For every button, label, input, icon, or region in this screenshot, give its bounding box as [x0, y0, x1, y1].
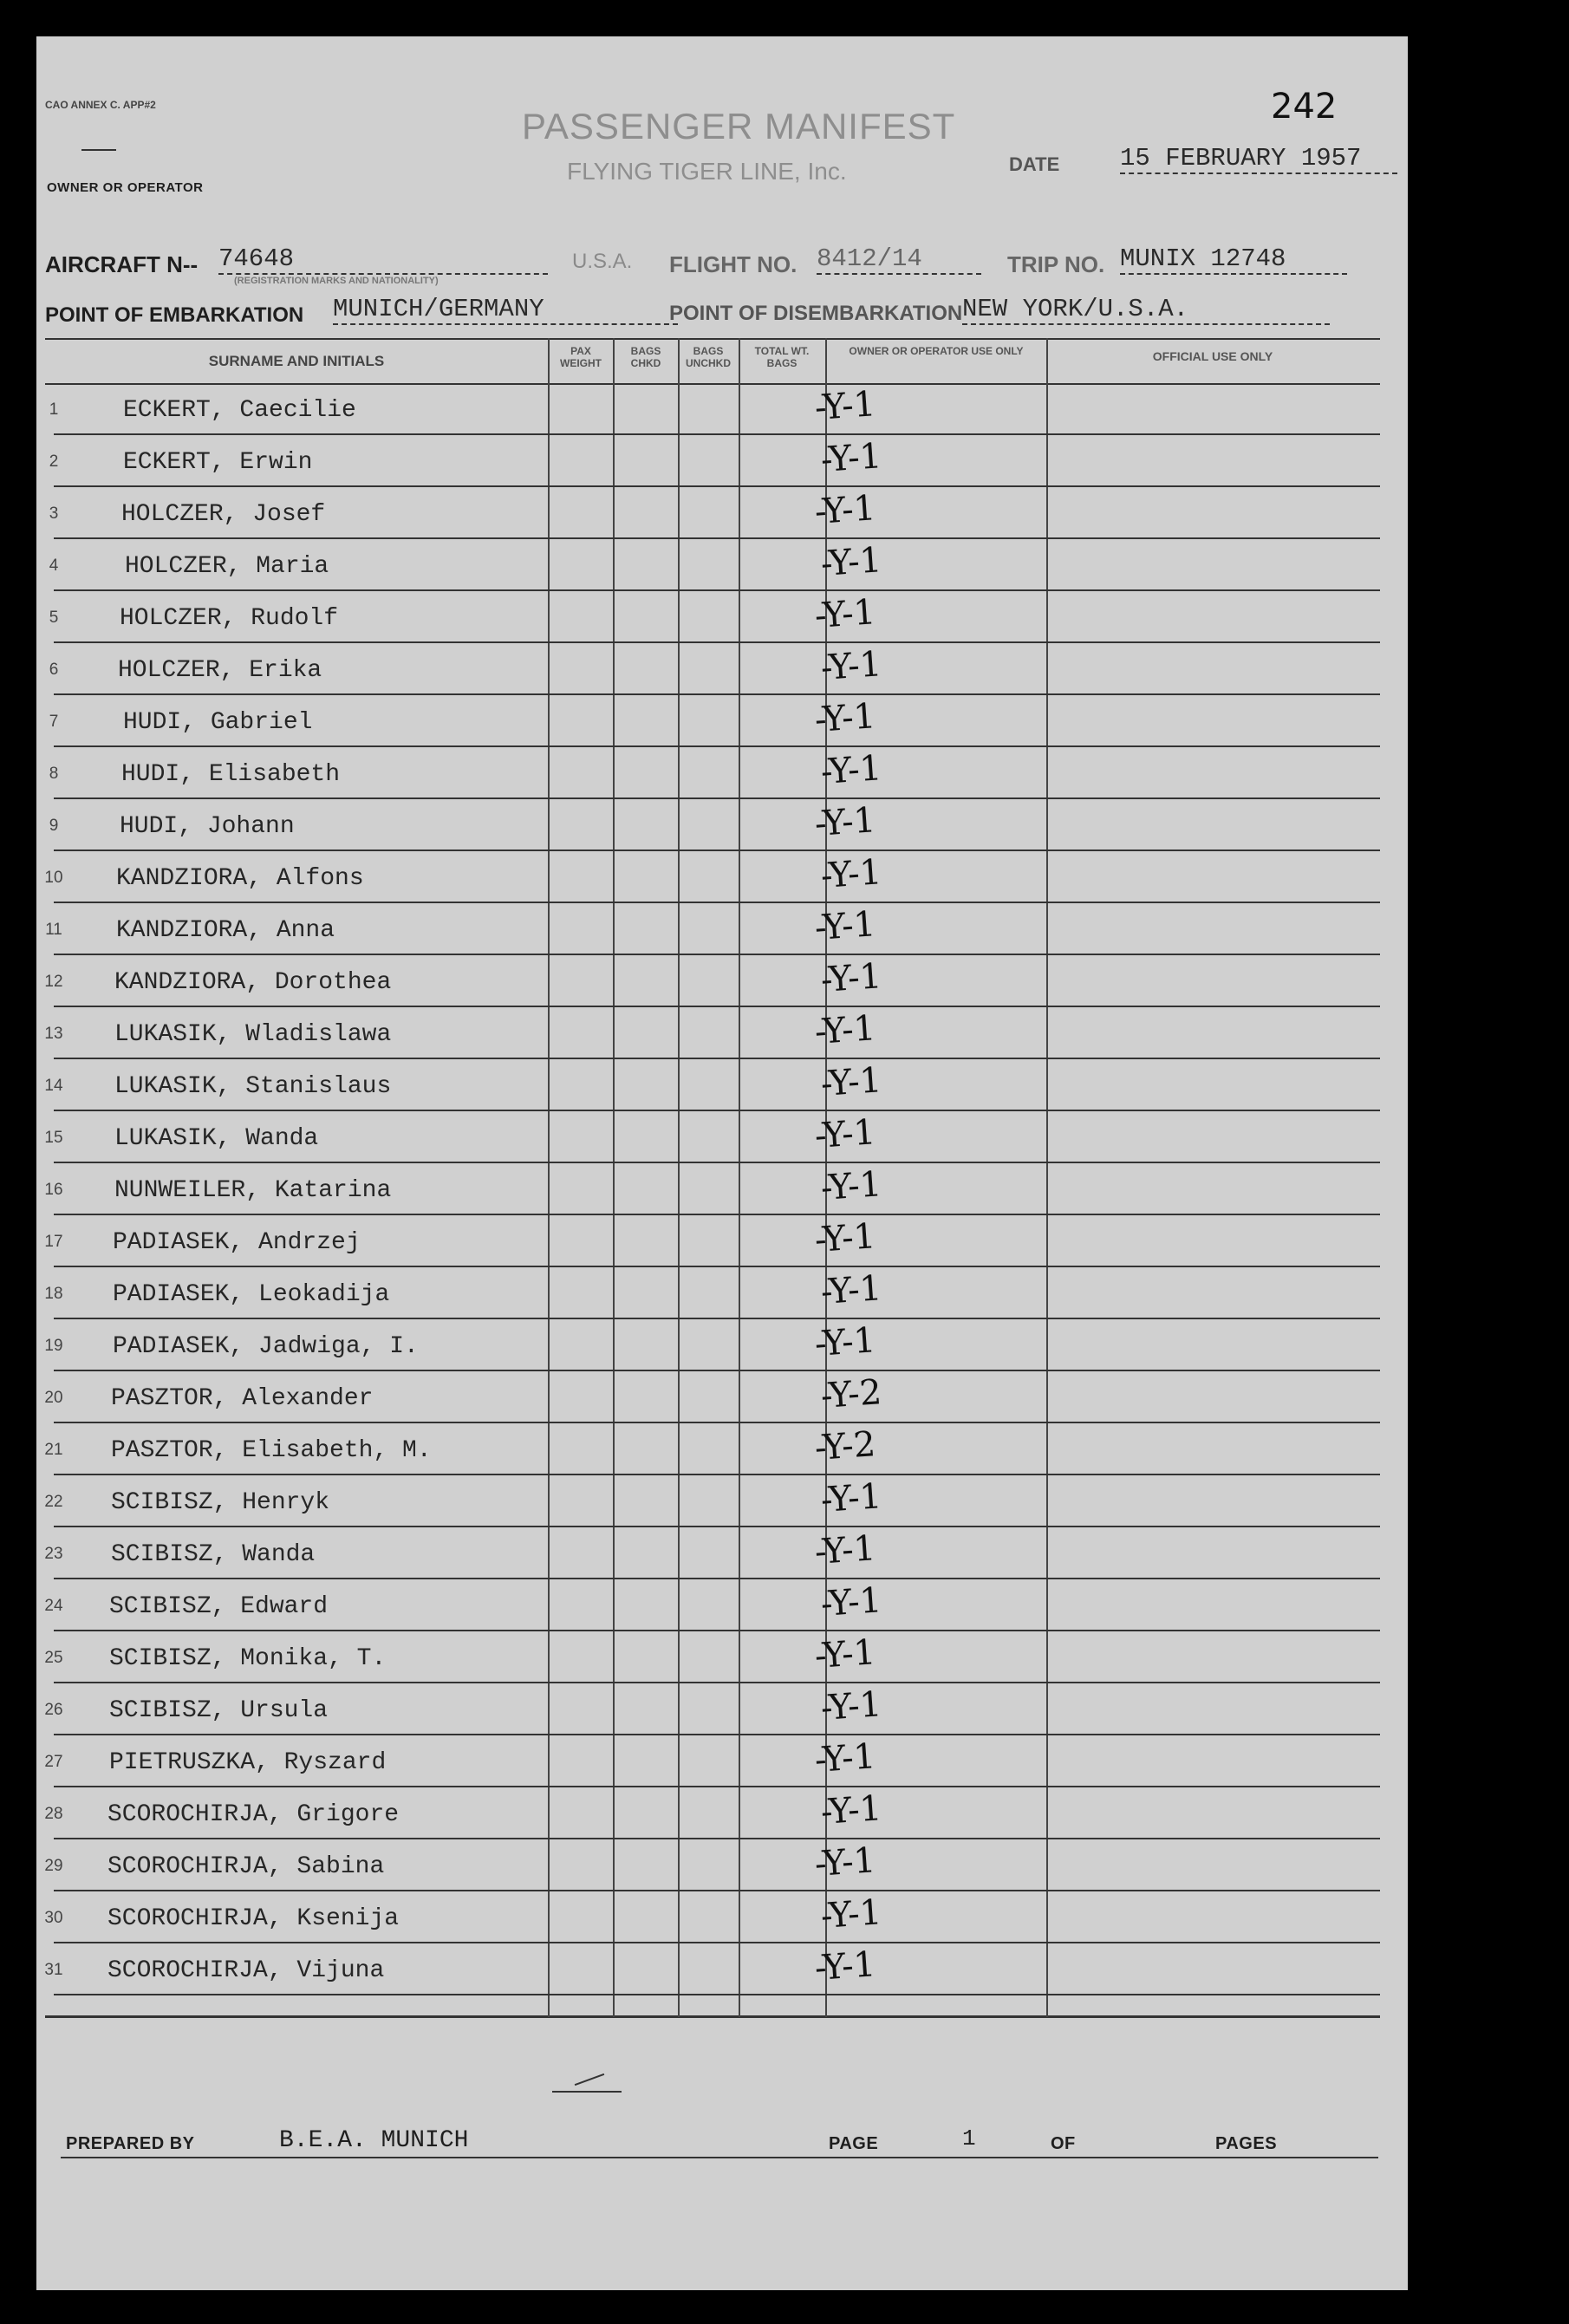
passenger-name: PADIASEK, Leokadija [113, 1281, 390, 1308]
row-number: 11 [45, 921, 62, 939]
operator-handwritten-mark: -Y-1 [813, 904, 877, 948]
table-row [36, 1423, 1408, 1475]
operator-handwritten-mark: -Y-1 [813, 592, 877, 636]
passenger-name: PASZTOR, Elisabeth, M. [111, 1437, 432, 1464]
row-number: 6 [49, 661, 59, 679]
table-row [36, 1007, 1408, 1059]
disembarkation-value: NEW YORK/U.S.A. [962, 295, 1330, 325]
table-row [36, 1683, 1408, 1735]
table-row [36, 851, 1408, 903]
trip-no-label: TRIP NO. [1007, 251, 1105, 277]
table-row [36, 903, 1408, 955]
row-number: 10 [44, 869, 63, 887]
aircraft-label: AIRCRAFT N-- [45, 251, 199, 277]
passenger-name: PADIASEK, Jadwiga, I. [113, 1333, 419, 1360]
table-row [36, 1527, 1408, 1579]
operator-handwritten-mark: -Y-1 [813, 1840, 877, 1885]
header-bags-unchkd: BAGS UNCHKD [686, 345, 731, 369]
operator-handwritten-mark: -Y-1 [819, 1476, 883, 1520]
row-number: 23 [44, 1545, 63, 1563]
header-total-wt-bags: TOTAL WT. BAGS [754, 345, 810, 369]
passenger-name: SCIBISZ, Henryk [111, 1489, 330, 1516]
passenger-name: LUKASIK, Wanda [114, 1125, 319, 1152]
passenger-name: HOLCZER, Rudolf [120, 605, 339, 632]
operator-handwritten-mark: -Y-1 [819, 1684, 883, 1728]
embarkation-label: POINT OF EMBARKATION [45, 303, 304, 327]
of-label: OF [1051, 2134, 1076, 2153]
passenger-name: HUDI, Johann [120, 813, 295, 840]
row-number: 9 [49, 817, 59, 835]
operator-handwritten-mark: -Y-1 [819, 748, 883, 792]
pages-label: PAGES [1215, 2134, 1278, 2153]
passenger-name: HUDI, Gabriel [123, 709, 313, 736]
passenger-name: SCIBISZ, Monika, T. [109, 1645, 387, 1672]
passenger-name: SCOROCHIRJA, Grigore [107, 1801, 400, 1828]
row-number: 17 [44, 1233, 63, 1251]
row-number: 22 [44, 1493, 63, 1511]
table-row [36, 955, 1408, 1007]
passenger-name: SCIBISZ, Wanda [111, 1541, 316, 1568]
passenger-name: SCOROCHIRJA, Sabina [107, 1853, 385, 1880]
row-number: 24 [44, 1597, 63, 1615]
row-number: 2 [49, 452, 59, 471]
row-number: 14 [44, 1077, 63, 1095]
table-bottom-border [45, 2015, 1380, 2018]
operator-handwritten-mark: -Y-1 [813, 1008, 877, 1052]
header-pax-weight: PAX WEIGHT [560, 345, 602, 369]
row-number: 28 [44, 1805, 63, 1823]
operator-handwritten-mark: -Y-1 [813, 1112, 877, 1156]
passenger-table [36, 338, 1408, 2063]
operator-handwritten-mark: -Y-1 [819, 1892, 883, 1937]
passenger-name: HOLCZER, Erika [118, 657, 322, 684]
aircraft-sublabel: (REGISTRATION MARKS AND NATIONALITY) [234, 276, 439, 286]
passenger-name: LUKASIK, Stanislaus [114, 1073, 392, 1100]
table-row [36, 1631, 1408, 1683]
table-row [36, 1891, 1408, 1943]
table-row [36, 1735, 1408, 1787]
header-official-use: OFFICIAL USE ONLY [1152, 349, 1273, 363]
table-row [36, 695, 1408, 747]
operator-handwritten-mark: -Y-1 [819, 1164, 883, 1208]
passenger-name: HOLCZER, Josef [121, 501, 326, 528]
operator-handwritten-mark: -Y-1 [813, 1528, 877, 1572]
passenger-name: LUKASIK, Wladislawa [114, 1021, 392, 1048]
row-number: 15 [44, 1129, 63, 1147]
table-row [36, 747, 1408, 799]
flight-no-label: FLIGHT NO. [669, 251, 798, 277]
operator-handwritten-mark: -Y-1 [819, 540, 883, 584]
page-stamp-number: 242 [1271, 87, 1338, 127]
footer-tick-mark [575, 2073, 605, 2086]
prepared-by-label: PREPARED BY [66, 2134, 195, 2153]
table-row [36, 591, 1408, 643]
header-owner-use: OWNER OR OPERATOR USE ONLY [849, 345, 1024, 357]
table-row [36, 1319, 1408, 1371]
row-number: 13 [44, 1025, 63, 1043]
row-number: 29 [44, 1857, 63, 1875]
operator-handwritten-mark: -Y-1 [819, 436, 883, 480]
row-number: 30 [44, 1909, 63, 1927]
passenger-name: PADIASEK, Andrzej [113, 1229, 361, 1256]
table-row [36, 1787, 1408, 1839]
passenger-name: ECKERT, Caecilie [123, 397, 356, 424]
operator-handwritten-mark: -Y-1 [819, 1060, 883, 1104]
table-row [36, 1371, 1408, 1423]
row-number: 3 [49, 505, 59, 523]
operator-handwritten-mark: -Y-1 [813, 1320, 877, 1364]
row-number: 20 [44, 1389, 63, 1407]
operator-handwritten-mark: -Y-1 [819, 644, 883, 688]
operator-handwritten-mark: -Y-1 [813, 1632, 877, 1676]
table-row [36, 1111, 1408, 1163]
table-row [36, 539, 1408, 591]
operator-handwritten-mark: -Y-1 [813, 1736, 877, 1780]
operator-handwritten-mark: -Y-1 [813, 800, 877, 844]
owner-operator-label: OWNER OR OPERATOR [47, 180, 204, 195]
passenger-name: SCIBISZ, Ursula [109, 1697, 329, 1724]
table-row [36, 1267, 1408, 1319]
date-label: DATE [1009, 153, 1060, 175]
operator-handwritten-mark: -Y-1 [813, 1216, 877, 1260]
row-number: 25 [44, 1649, 63, 1667]
table-row [36, 487, 1408, 539]
table-row [36, 643, 1408, 695]
operator-handwritten-mark: -Y-2 [819, 1372, 883, 1416]
row-number: 12 [44, 973, 63, 991]
manifest-title: PASSENGER MANIFEST [522, 106, 956, 146]
footer-dash-mark [552, 2091, 622, 2093]
row-number: 8 [49, 765, 59, 783]
table-row [36, 1215, 1408, 1267]
row-number: 31 [44, 1961, 63, 1979]
prepared-by-value: B.E.A. MUNICH [279, 2127, 469, 2154]
operator-handwritten-mark: -Y-1 [813, 488, 877, 532]
passenger-name: HUDI, Elisabeth [121, 761, 341, 788]
operator-handwritten-mark: -Y-2 [813, 1424, 877, 1468]
passenger-name: SCIBISZ, Edward [109, 1593, 329, 1620]
row-number: 18 [44, 1285, 63, 1303]
footer-rule [61, 2157, 1378, 2158]
passenger-name: KANDZIORA, Anna [116, 917, 335, 944]
country-label: U.S.A. [572, 250, 633, 273]
operator-handwritten-mark: -Y-1 [819, 852, 883, 896]
passenger-name: PIETRUSZKA, Ryszard [109, 1749, 387, 1776]
header-bags-chkd: BAGS CHKD [630, 345, 661, 369]
page-label: PAGE [829, 2134, 879, 2153]
table-row [36, 1943, 1408, 1995]
passenger-name: KANDZIORA, Dorothea [114, 969, 392, 996]
row-number: 7 [49, 713, 59, 731]
disembarkation-label: POINT OF DISEMBARKATION [669, 302, 963, 325]
owner-signature-mark [81, 149, 116, 151]
manifest-sheet [36, 36, 1408, 2290]
operator-handwritten-mark: -Y-1 [813, 1944, 877, 1989]
passenger-name: NUNWEILER, Katarina [114, 1177, 392, 1204]
page-value: 1 [962, 2125, 976, 2151]
flight-no-value: 8412/14 [817, 244, 981, 275]
operator-handwritten-mark: -Y-1 [813, 384, 877, 428]
row-number: 4 [49, 557, 59, 575]
row-number: 21 [44, 1441, 63, 1459]
row-number: 27 [44, 1753, 63, 1771]
row-number: 1 [49, 400, 59, 419]
row-number: 19 [44, 1337, 63, 1355]
table-row [36, 1839, 1408, 1891]
table-row [36, 1163, 1408, 1215]
table-row [36, 1475, 1408, 1527]
operator-handwritten-mark: -Y-1 [819, 1788, 883, 1833]
table-row [36, 383, 1408, 435]
row-number: 26 [44, 1701, 63, 1719]
form-reference: CAO ANNEX C. APP#2 [45, 99, 156, 111]
operator-handwritten-mark: -Y-1 [819, 1580, 883, 1624]
header-surname: SURNAME AND INITIALS [208, 353, 385, 369]
date-value: 15 FEBRUARY 1957 [1120, 144, 1397, 174]
table-row [36, 435, 1408, 487]
table-row [36, 799, 1408, 851]
operator-handwritten-mark: -Y-1 [819, 956, 883, 1000]
company-name: FLYING TIGER LINE, Inc. [567, 158, 847, 185]
operator-handwritten-mark: -Y-1 [813, 696, 877, 740]
table-row [36, 1059, 1408, 1111]
row-rule [54, 1994, 1380, 1995]
table-row [36, 1579, 1408, 1631]
passenger-name: ECKERT, Erwin [123, 449, 313, 476]
operator-handwritten-mark: -Y-1 [819, 1268, 883, 1312]
trip-no-value: MUNIX 12748 [1120, 244, 1347, 275]
passenger-name: HOLCZER, Maria [125, 553, 329, 580]
aircraft-number: 74648 [218, 244, 548, 275]
passenger-name: SCOROCHIRJA, Ksenija [107, 1905, 400, 1932]
embarkation-value: MUNICH/GERMANY [333, 295, 678, 325]
row-number: 5 [49, 609, 59, 627]
row-number: 16 [44, 1181, 63, 1199]
passenger-name: KANDZIORA, Alfons [116, 865, 364, 892]
passenger-name: SCOROCHIRJA, Vijuna [107, 1957, 385, 1984]
passenger-name: PASZTOR, Alexander [111, 1385, 374, 1412]
table-top-border [45, 338, 1380, 340]
